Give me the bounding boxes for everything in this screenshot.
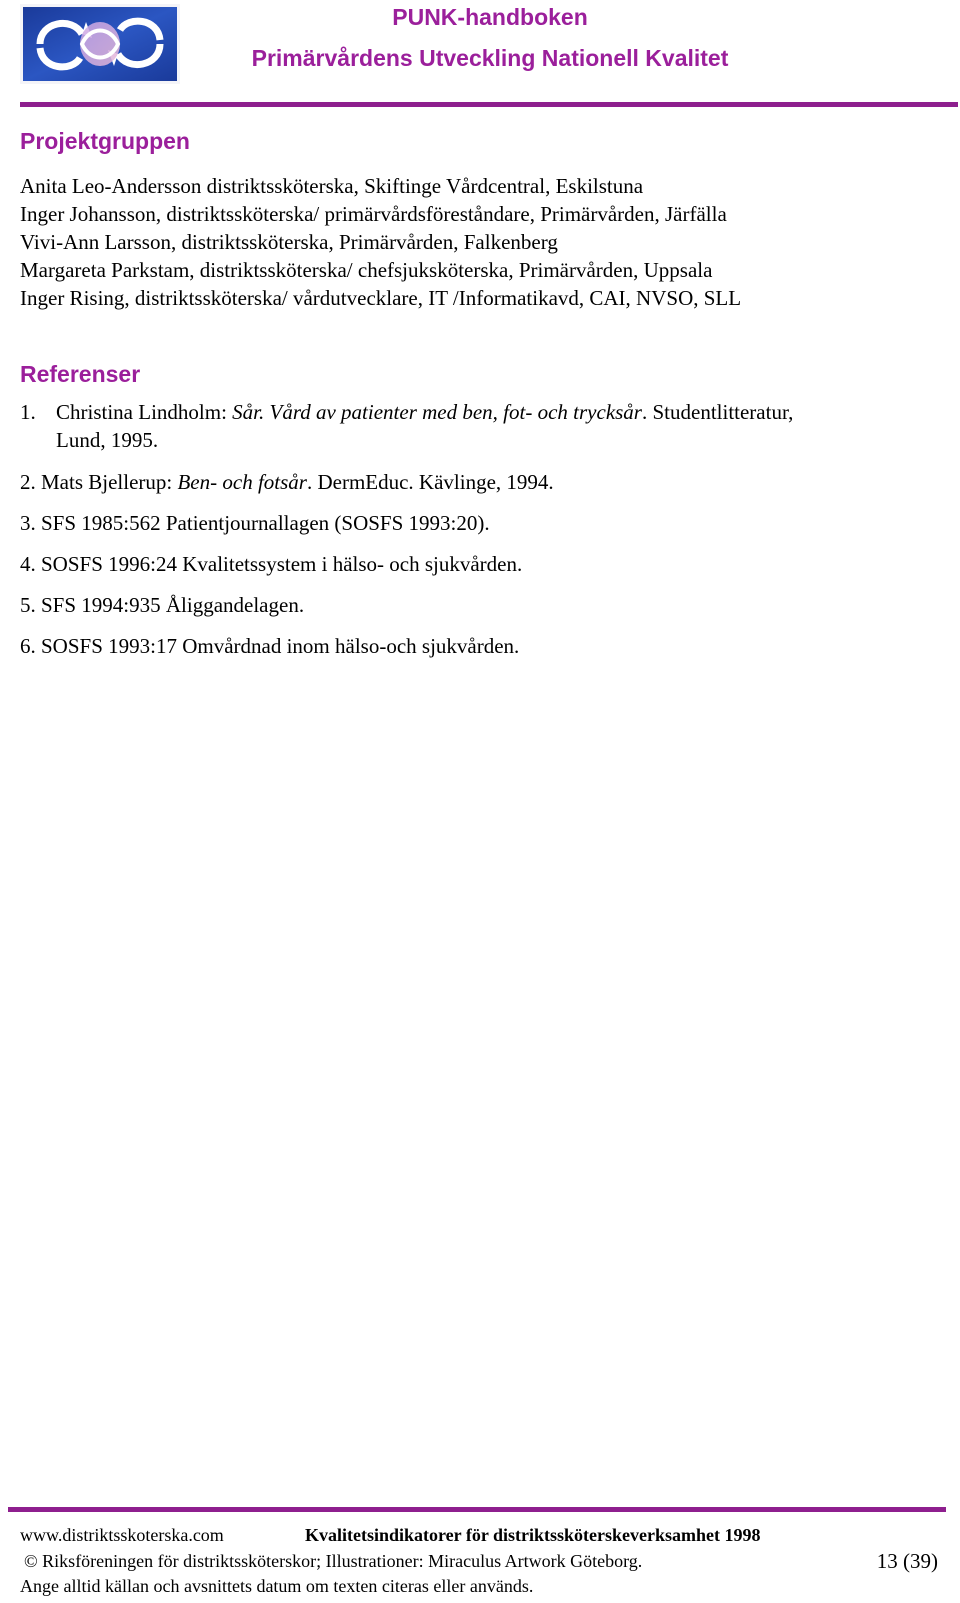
reference-text: SFS 1985:562 Patientjournallagen (SOSFS 1993:20). — [41, 511, 490, 535]
reference-rest: . DermEduc. Kävlinge, 1994. — [306, 470, 554, 494]
reference-continuation: Lund, 1995. — [56, 428, 159, 452]
header-subtitle: Primärvårdens Utveckling Nationell Kvalitet — [251, 45, 729, 71]
reference-number: 5. — [20, 593, 36, 617]
reference-number: 6. — [20, 634, 36, 658]
member-line: Vivi-Ann Larsson, distriktssköterska, Primärvården, Falkenberg — [20, 230, 558, 254]
reference-text: SOSFS 1993:17 Omvårdnad inom hälso-och sjukvården. — [41, 634, 520, 658]
reference-author: Mats Bjellerup: — [41, 470, 178, 494]
footer-copyright: © Riksföreningen för distriktssköterskor; Illustrationer: Miraculus Artwork Göteborg. — [24, 1551, 643, 1571]
footer-url: www.distriktsskoterska.com — [20, 1525, 224, 1545]
page-number: 13 (39) — [876, 1549, 938, 1573]
reference-number: 1. — [20, 400, 36, 424]
project-group-heading: Projektgruppen — [20, 128, 190, 154]
reference-number: 2. — [20, 470, 36, 494]
member-line: Inger Johansson, distriktssköterska/ primärvårdsföreståndare, Primärvården, Järfälla — [20, 202, 727, 226]
project-group-members — [20, 172, 741, 312]
reference-item — [20, 591, 304, 619]
member-line: Inger Rising, distriktssköterska/ vårdutvecklare, IT /Informatikavd, CAI, NVSO, SLL — [20, 286, 742, 310]
reference-item — [20, 468, 554, 496]
reference-item — [20, 632, 519, 660]
reference-number: 4. — [20, 552, 36, 576]
footer-note: Ange alltid källan och avsnittets datum om texten citeras eller används. — [20, 1576, 534, 1596]
reference-item — [20, 550, 522, 578]
reference-item — [20, 398, 793, 454]
reference-title: Sår. Vård av patienter med ben, fot- och trycksår — [232, 400, 642, 424]
reference-text: SFS 1994:935 Åliggandelagen. — [41, 593, 305, 617]
reference-item — [20, 509, 490, 537]
member-line: Anita Leo-Andersson distriktssköterska, Skiftinge Vårdcentral, Eskilstuna — [20, 174, 644, 198]
footer-title: Kvalitetsindikatorer för distriktssköterskeverksamhet 1998 — [305, 1525, 761, 1545]
reference-title: Ben- och fotsår — [177, 470, 307, 494]
footer-divider — [8, 1507, 946, 1512]
header-title: PUNK-handboken — [392, 4, 588, 30]
reference-author: Christina Lindholm: — [56, 400, 233, 424]
organization-logo — [20, 4, 180, 84]
reference-text: SOSFS 1996:24 Kvalitetssystem i hälso- och sjukvården. — [41, 552, 523, 576]
member-line: Margareta Parkstam, distriktssköterska/ chefsjuksköterska, Primärvården, Uppsala — [20, 258, 713, 282]
references-heading: Referenser — [20, 361, 141, 387]
reference-number: 3. — [20, 511, 36, 535]
reference-rest: . Studentlitteratur, — [641, 400, 794, 424]
header-divider — [20, 102, 958, 107]
